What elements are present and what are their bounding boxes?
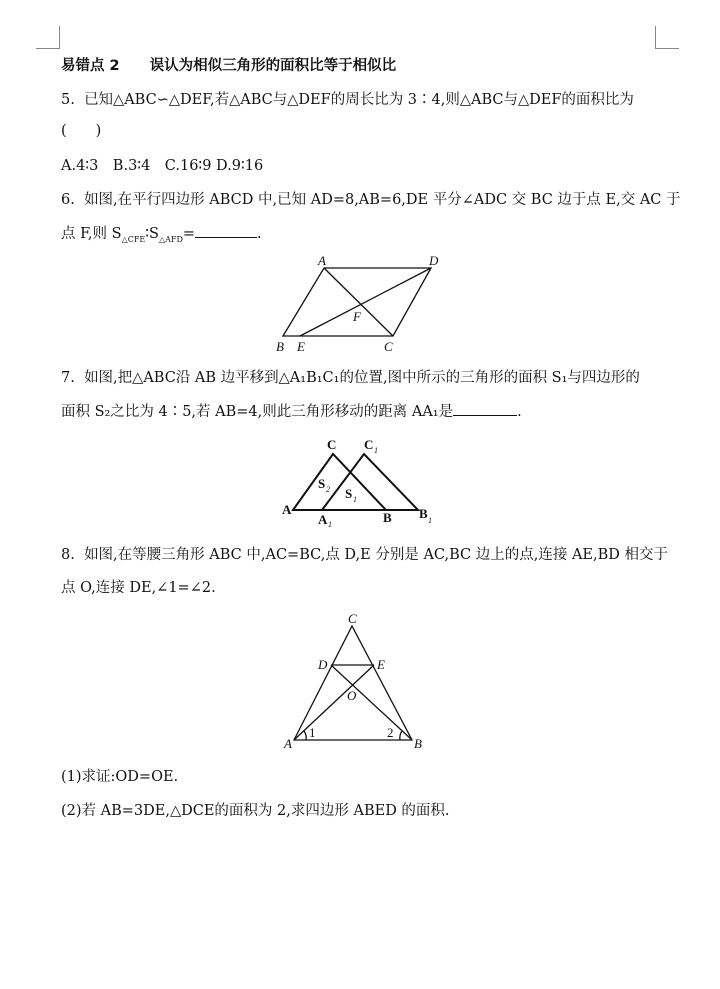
q6-answer-blank[interactable] xyxy=(195,223,257,238)
q8-part1: (1)求证:OD=OE. xyxy=(61,769,179,785)
section-title: 误认为相似三角形的面积比等于相似比 xyxy=(149,58,397,74)
q5-stem xyxy=(61,90,634,110)
q8-line2: 点 O,连接 DE,∠1=∠2. xyxy=(61,580,216,596)
parallelogram-abcd xyxy=(283,268,431,336)
q5-bracket: ( ) xyxy=(61,123,102,139)
q8-line1 xyxy=(61,545,668,565)
q6-line2 xyxy=(61,223,262,250)
label-d: D xyxy=(429,253,439,268)
q8-number: 8. xyxy=(61,547,75,563)
q6-subscript-cfe: △CFE xyxy=(121,234,146,244)
q6-number: 6. xyxy=(61,192,75,208)
q5-choices: A.4∶3 B.3∶4 C.16∶9 D.9∶16 xyxy=(61,158,264,174)
q7-text-part-a: 面积 S₂之比为 4∶5,若 AB=4,则此三角形移动的距离 AA₁是 xyxy=(61,404,454,420)
triangle-a1b1c1 xyxy=(322,454,418,510)
label-a1-sub: 1 xyxy=(328,520,332,529)
angle-1-arc xyxy=(304,731,306,740)
q6-text-part-c: = xyxy=(182,226,196,242)
label-c1: C xyxy=(364,437,374,452)
label-s2-sub: 2 xyxy=(326,485,330,494)
label-s1: S xyxy=(345,486,353,501)
label-e: E xyxy=(377,657,385,672)
label-a: A xyxy=(282,502,292,517)
segment-ae xyxy=(294,665,374,740)
q6-text: 如图,在平行四边形 ABCD 中,已知 AD=8,AB=6,DE 平分∠ADC 交 BC 边于点 E,交 AC 于 xyxy=(84,192,681,208)
label-f: F xyxy=(353,309,361,324)
label-s1-sub: 1 xyxy=(353,495,357,504)
corner-mark-right-vertical xyxy=(655,26,656,48)
label-b: B xyxy=(276,339,284,354)
q6-period: . xyxy=(257,226,262,242)
label-c: C xyxy=(327,437,337,452)
label-b: B xyxy=(414,736,422,751)
label-b1: B xyxy=(419,506,428,521)
corner-mark-right-horizontal xyxy=(655,48,679,49)
label-d: D xyxy=(318,657,328,672)
label-a1: A xyxy=(318,512,328,527)
q8-part2: (2)若 AB=3DE,△DCE的面积为 2,求四边形 ABED 的面积. xyxy=(61,803,450,819)
q7-answer-blank[interactable] xyxy=(453,401,517,416)
q8-isosceles-figure xyxy=(278,608,428,753)
corner-mark-left-horizontal xyxy=(36,48,60,49)
q5-text: 已知△ABC∽△DEF,若△ABC与△DEF的周长比为 3∶4,则△ABC与△DEF的面积比为 xyxy=(84,92,634,108)
q7-translation-figure xyxy=(278,432,438,530)
q7-line1 xyxy=(61,368,640,388)
label-a: A xyxy=(318,253,326,268)
q6-parallelogram-figure xyxy=(270,250,450,358)
label-o: O xyxy=(347,688,357,703)
angle-2-arc xyxy=(400,731,402,740)
corner-mark-left-vertical xyxy=(59,26,60,48)
segment-bd xyxy=(331,665,412,740)
q6-line1 xyxy=(61,190,681,210)
label-b: B xyxy=(383,510,392,525)
q5-number: 5. xyxy=(61,92,75,108)
label-a: A xyxy=(284,736,292,751)
label-c: C xyxy=(348,611,357,626)
label-angle-2: 2 xyxy=(387,725,394,740)
q7-text: 如图,把△ABC沿 AB 边平移到△A₁B₁C₁的位置,图中所示的三角形的面积 S₁与四边形的 xyxy=(84,370,640,386)
section-heading xyxy=(61,56,396,76)
q6-text-part-b: ∶S xyxy=(145,226,159,242)
label-e: E xyxy=(297,339,305,354)
label-s2: S xyxy=(318,476,326,491)
q6-subscript-afd: △AFD xyxy=(158,234,183,244)
label-angle-1: 1 xyxy=(309,725,316,740)
label-c: C xyxy=(384,339,393,354)
section-label: 易错点 2 xyxy=(61,58,120,74)
q6-text-part-a: 点 F,则 S xyxy=(61,226,122,242)
diagonal-ac xyxy=(324,268,393,336)
q7-number: 7. xyxy=(61,370,75,386)
q7-period: . xyxy=(517,404,522,420)
q7-line2 xyxy=(61,401,522,422)
label-c1-sub: 1 xyxy=(374,446,378,455)
q8-text: 如图,在等腰三角形 ABC 中,AC=BC,点 D,E 分别是 AC,BC 边上的点,连接 AE,BD 相交于 xyxy=(84,547,669,563)
label-b1-sub: 1 xyxy=(428,516,432,525)
